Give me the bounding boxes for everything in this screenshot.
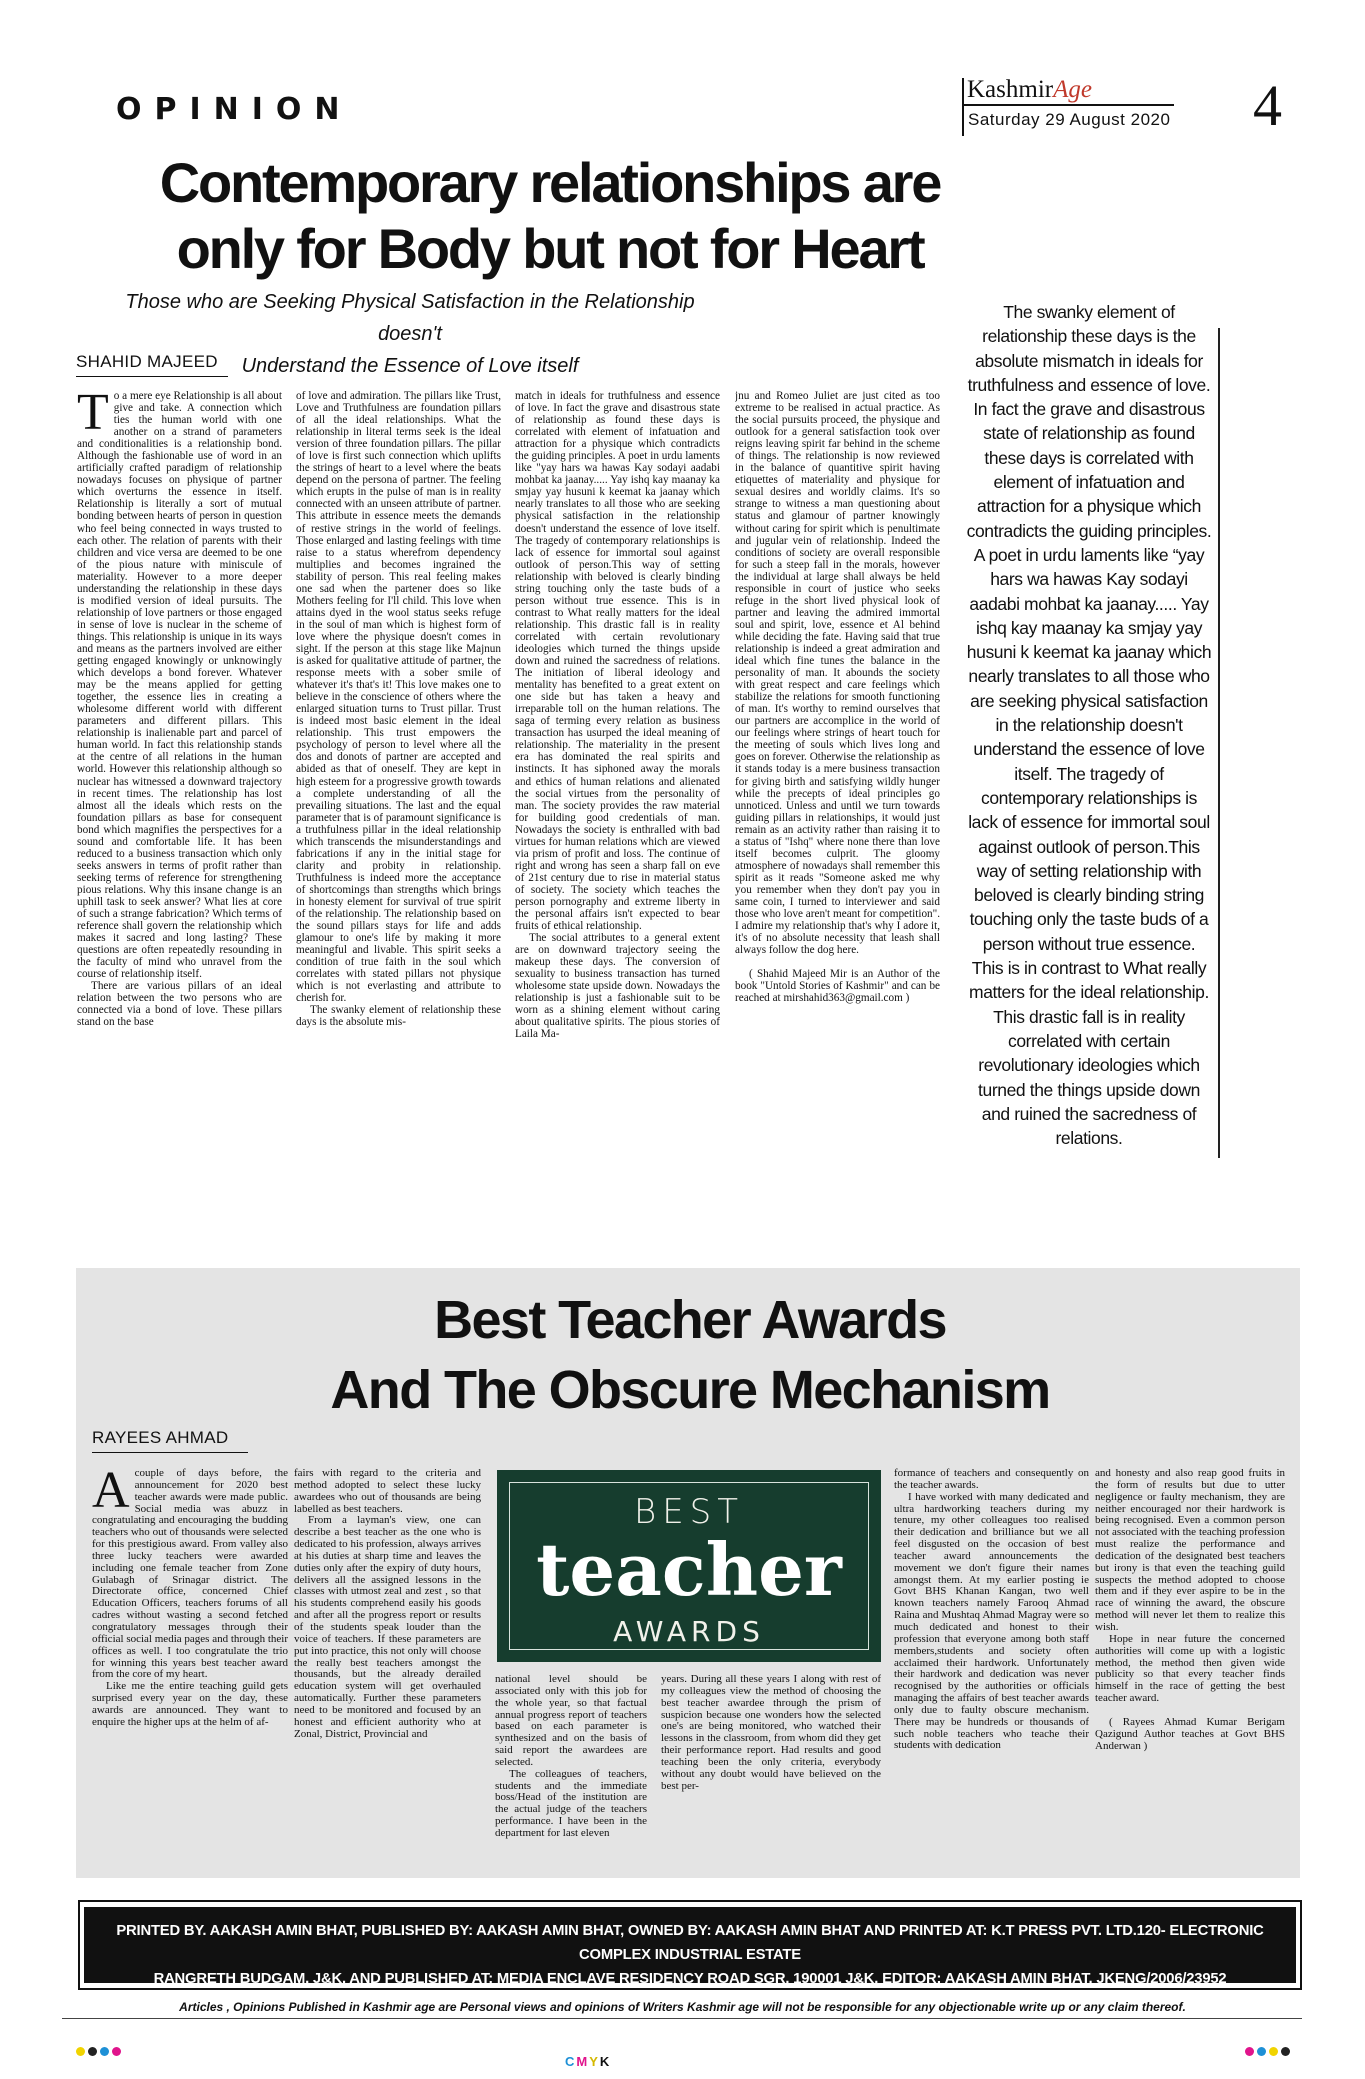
image-text-best: BEST (633, 1492, 745, 1532)
registration-dot-black (88, 2047, 97, 2056)
registration-dot-magenta (112, 2047, 121, 2056)
article1-column-3 (515, 390, 720, 1330)
author-note: ( Rayees Ahmad Kumar Berigam Qazigund Author teaches at Govt BHS Anderwan ) (1095, 1715, 1285, 1752)
paragraph: jnu and Romeo Juliet are just cited as too extreme to be realised in actual practice. As the social pursuits proceed, the physique and outlook for a general satisfaction took over reigns leaving spirit far behind in the scheme of things. The relationship is now reviewed in the balance of quantitive spirit having etiquettes of materiality and physique for sexual desires and worldly claims. It's so strange to witness a man questioning about status and glamour of partner knowingly without caring for spirit which is penultimate and jugular vein of relationship. Indeed the conditions of society are overall responsible for such a steep fall in the morals, however the individual at large shall always be held responsible in court of justice who seeks refuge in the short lived physical look of partner and leaving the admired immortal soul and spirit, love, essence et Al behind while deciding the fate. Having said that true relationship is indeed a great admiration and ideal which fine tunes the balance in the personality of man. It abounds the society with great respect and care feelings which stabilize the relations for smooth functioning of man. It's worthy to remind ourselves that our partners are accomplice in the world of our feelings where strings of heart touch for the meeting of souls which lives long and goes on forever. Otherwise the relationship as it stands today is a mere business transaction for giving birth and satisfying wildly hunger while the precepts of ideal principles go unnoticed. Unless and until we turn towards guiding pillars in relationships, it would just remain as an activity rather than raising it to a status of "Ishq" where none there than love itself becomes culprit. The gloomy atmosphere of nowadays shall remember this spirit as it reads "Someone asked me why you remember when they don't pay you in same coin, I turned to interviewer and said those who love aren't meant for competition". I admire my relationship that's why I adore it, it's of no absolute necessity that leash shall always follow the dog here. (735, 390, 940, 957)
registration-dot-cyan (100, 2047, 109, 2056)
disclaimer-rule (62, 2018, 1302, 2019)
registration-dot-yellow (1269, 2047, 1278, 2056)
article2-column-5 (894, 1468, 1089, 1872)
headline-line: And The Obscure Mechanism (330, 1360, 1050, 1420)
newspaper-logo (967, 76, 1092, 104)
pull-quote-rule (1218, 328, 1220, 1158)
paragraph: Like me the entire teaching guild gets surprised every year on the day, these awards are announced. They want to enquire the higher ups at the helm of af- (92, 1680, 288, 1728)
cmyk-label: CMYK (565, 2054, 612, 2069)
paragraph: years. During all these years I along with rest of my colleagues view the method of choosing the best teacher awardee through the prism of suspicion because one wonders how the selected one's are being monitored, who watched their lessons in the classroom, from whom did they get their performance report. Had results and good teaching been the only criteria, everybody without any doubt would have believed on the best per- (661, 1674, 881, 1792)
logo-kashmir: Kashmir (967, 76, 1054, 103)
paragraph: match in ideals for truthfulness and essence of love. In fact the grave and disastrous state of relationship as found these days is correlated with element of infatuation and attraction for a physique which contradicts the guiding principles. A poet in urdu laments like "yay hars wa hawas Kay sodayi aadabi mohbat ka jaanay..... Yay ishq kay maanay ka smjay yay husuni k keemat ka jaanay which nearly translates to all those who are seeking physical satisfaction in the relationship doesn't understand the essence of love itself. The tragedy of contemporary relationships is lack of essence for immortal soul against outlook of person.This way of setting relationship with beloved is clearly binding string touching only the taste buds of a person without true essence. This is in contrast to What really matters for the ideal relationship. This drastic fall is in reality correlated with certain revolutionary ideologies which turned the things upside down and ruined the sacredness of relations. The initiation of liberal ideology and mentality has benefited to a great extent on one side but has taken a heavy and irreparable toll on the human relations. The saga of terming every relation as business transaction has usurped the ideal meaning of relationship. The materiality in the present era has dominated the real spirits and instincts. It has siphoned away the morals and ethics of human relations and alienated the social virtues from the personality of man. The society provides the raw material for building good credentials of man. Nowadays the society is enthralled with bad virtues for human relations which are viewed via prism of profit and loss. The continue of right and wrong has seen a sharp fall on eve of 21st century due to rise in material status of society. The society which teaches the person pornography and extreme liberty in the personal affairs isn't expected to bear fruits of ethical relationship. (515, 390, 720, 933)
paragraph: fairs with regard to the criteria and method adopted to select these lucky awardees who out of thousands are being labelled as best teachers. (294, 1468, 481, 1515)
article1-headline (60, 150, 1040, 282)
image-text-teacher: teacher (536, 1527, 842, 1612)
masthead-rule (962, 104, 1174, 106)
author-note: ( Shahid Majeed Mir is an Author of the book "Untold Stories of Kashmir" and can be reached at mirshahid363@gmail.com ) (735, 968, 940, 1005)
article1-byline: SHAHID MAJEED (76, 352, 228, 377)
imprint-box (78, 1900, 1302, 1990)
logo-age: Age (1053, 76, 1092, 103)
article2-column-1 (92, 1468, 288, 1872)
paragraph: and honesty and also reap good fruits in the form of results but due to utter negligence or faulty mechanism, they are neither encouraged nor their hardwork is being recognised. Even a common person not associated with the teaching profession must realize the performance and dedication of the designated best teachers but irony is that even the teaching guild suspects the method adopted to choose them and if they ever aspire to be in the race of winning the award, the obscure method will never let them to realize this wish. (1095, 1468, 1285, 1633)
registration-dot-cyan (1257, 2047, 1266, 2056)
imprint-line: RANGRETH BUDGAM, J&K. AND PUBLISHED AT: MEDIA ENCLAVE RESIDENCY ROAD SGR. 190001 J&K. EDITOR: AAKASH AMIN BHAT, JKENG/2006/23952 (153, 1971, 1227, 1987)
masthead-divider (962, 78, 964, 136)
headline-line: only for Body but not for Heart (176, 217, 924, 280)
article2-column-4 (661, 1674, 881, 1872)
paragraph: There are various pillars of an ideal relation between the two persons who are connected via a bond of love. These pillars stand on the base (77, 980, 282, 1029)
subhead-line: Understand the Essence of Love itself (241, 355, 579, 377)
cmyk-mark (565, 2054, 611, 2069)
paragraph: The swanky element of relationship these days is the absolute mis- (296, 1004, 501, 1029)
article2-byline: RAYEES AHMAD (92, 1428, 248, 1453)
drop-cap: T (77, 390, 109, 441)
headline-line: Best Teacher Awards (434, 1290, 946, 1350)
paragraph: The colleagues of teachers, students and the immediate boss/Head of the institution are the actual judge of the teachers performance. I have been in the department for last eleven (495, 1767, 647, 1839)
paragraph: From a layman's view, one can describe a best teacher as the one who is dedicated to his profession, always arrives at his duties at sharp time and leaves the duties only after the expiry of duty hours, delivers all the assigned lessons in the classes with utmost zeal and zest , so that his students comprehend easily his goods and after all the progress report or results of the students speak louder than the voice of teachers. If these parameters are put into practice, this not only will choose the really best teachers amongst the thousands, but the already derailed education system will get overhauled automatically. Further these parameters need to be monitored and focused by an honest and efficient authority who at Zonal, District, Provincial and (294, 1514, 481, 1740)
article1-column-4 (735, 390, 940, 1330)
best-teacher-awards-image (497, 1470, 881, 1662)
paragraph: o a mere eye Relationship is all about give and take. A connection which ties the human world with one another on a strand of parameters and conditionalities is a relationship bond. Although the fashionable use of word in an artificially crafted paradigm of relationship nowadays focuses on physique of partner which overturns the essence in itself. Relationship is literally a sort of mutual bonding between hearts of person in question who feel being connected in ways trusted to each other. The relation of parents with their children and vice versa are deemed to be one of the pious nature with miniscule of materiality. However to a more deeper understanding the relationship in these days is modified version of ideal pursuits. The relationship of love partners or those engaged in sense of love is nuclear in the scheme of things. This relationship is unique in its ways and means as the partners involved are either getting engaged knowingly or unknowingly which develops a bond forever. Whatever may be the means applied for getting together, the essence lies in creating a wholesome different world with different parameters and different pillars. This relationship is inalienable part and parcel of human world. In fact this relationship stands at the centre of all relations in the human world. However this relationship although so nuclear has witnessed a downward trajectory in recent times. The relationship has lost almost all the ideals which rests on the foundation pillars as base for consequent bond which magnifies the perspectives for a sound and comfortable life. It has been reduced to a business transaction which only seeks answers in terms of profit rather than seeking terms of reference for strengthening pious relations. Why this insane change is an uphill task to seek answer? What lies at core of such a strange fabrication? Which terms of reference shall govern the relationship which makes it sacred and long lasting? These questions are often repeatedly resounding in the faculty of mind who unravel from the course of relationship itself. (77, 390, 282, 981)
paragraph: The social attributes to a general extent are on downward trajectory seeing the makeup these days. The conversion of sexuality to business transaction has turned wholesome state upside down. Nowadays the relationship is just a fashionable suit to be worn as a shining element without caring about qualitative spirits. The pious stories of Laila Ma- (515, 932, 720, 1041)
article1-column-2 (296, 390, 501, 1330)
paragraph: national level should be associated only with this job for the whole year, so that factual annual progress report of teachers based on each parameter is synthesized and on the basis of said report the awardees are selected. (495, 1674, 647, 1768)
paragraph: Hope in near future the concerned authorities will come up with a logistic method, the method then given wide publicity so that every teacher finds himself in the race of getting the best teacher award. (1095, 1632, 1285, 1705)
imprint-line: PRINTED BY. AAKASH AMIN BHAT, PUBLISHED BY: AAKASH AMIN BHAT, OWNED BY: AAKASH AMIN BHAT AND PRINTED AT: K.T PRESS PVT. LTD.120- ELECTRONIC COMPLEX INDUSTRIAL ESTATE (116, 1923, 1264, 1963)
article2-headline (140, 1285, 1240, 1425)
article2-column-2 (294, 1468, 481, 1872)
paragraph: of love and admiration. The pillars like Trust, Love and Truthfulness are foundation pillars of all the ideal relationships. What the relationship in literal terms seek is the ideal version of three foundation pillars. The pillar of love is first such connection which uplifts the strings of heart to a level where the beats depend on the persona of partner. The feeling which erupts in the pulse of man is in reality connected with an unseen attribute of partner. This attribute in essence meets the demands of restive strings in the world of feelings. Those enlarged and lasting feelings with time raise to a status wherefrom dependency multiplies and becomes ingrained the stability of person. This real feeling makes one sad when the partener does so like Mothers feeling for I'll child. This love when attains dyed in the wool status seeks refuge in the soul of man which is highest form of love where the physique doesn't comes in sight. If the person at this stage like Majnun is asked for qualitative attitude of partner, the response meets with a sober smile of whatever it's that's it! This love makes one to believe in the conscience of others where the enlarged situation turns to Trust pillar. Trust is indeed most basic element in the ideal relationship. This trust empowers the psychology of person to level where all the dos and donots of partner are accepted and abided as that of oneself. They are kept in high esteem for a progressive growth towards a complete understanding of all the prevailing situations. The last and the equal parameter that is of paramount significance is a truthfulness pillar in the ideal relationship which transcends the misunderstandings and fabrications if any in the initial stage for clarity and probity in relationship. Truthfulness is indeed more the acceptance of shortcomings than strengths which brings in honesty element for survival of true spirit of the relationship. The relationship based on the sound pillars stays for life and adds glamour to one's life by making it more meaningful and livable. This spirit seeks a condition of true faith in the soul which correlates with stated pillars not physique which is not everlasting and attribute to cherish for. (296, 390, 501, 1005)
article2-column-6 (1095, 1468, 1285, 1872)
registration-dot-magenta (1245, 2047, 1254, 2056)
paragraph: I have worked with many dedicated and ultra hardworking teachers during my tenure, my other colleagues too realised their dedication and brilliance but we all feel disgusted on the occasion of best teacher award announcements the movement we don't figure their names amongst them. At my earlier posting ie Govt BHS Khanan Kangan, two well known teachers namely Farooq Ahmad Raina and Mushtaq Ahmad Magray were so much dedicated and honest to their profession that everyone among both staff members,students and society often acclaimed their hardwork. Unfortunately their hardwork and dedication was never recognised by the authorities or officials managing the affairs of best teacher awards only due to faulty obscure mechanism. There may be hundreds or thousands of such noble teachers who teache their students with dedication (894, 1490, 1089, 1752)
section-title: OPINION (116, 92, 353, 127)
paragraph: formance of teachers and consequently on the teacher awards. (894, 1468, 1089, 1491)
headline-line: Contemporary relationships are (159, 151, 941, 214)
page-number: 4 (1253, 73, 1282, 138)
drop-cap: A (92, 1468, 130, 1519)
pull-quote: The swanky element of relationship these days is the absolute mismatch in ideals for truthfulness and essence of love. In fact the grave and disastrous state of relationship as found these days is correlated with element of infatuation and attraction for a physique which contradicts the guiding principles. A poet in urdu laments like “yay hars wa hawas Kay sodayi aadabi mohbat ka jaanay..... Yay ishq kay maanay ka smjay yay husuni k keemat ka jaanay which nearly translates to all those who are seeking physical satisfaction in the relationship doesn't understand the essence of love itself. The tragedy of contemporary relationships is lack of essence for immortal soul against outlook of person.This way of setting relationship with beloved is clearly binding string touching only the taste buds of a person without true essence. This is in contrast to What really matters for the ideal relationship. This drastic fall is in reality correlated with certain revolutionary ideologies which turned the things upside down and ruined the sacredness of relations. (966, 302, 1212, 1149)
registration-dot-black (1281, 2047, 1290, 2056)
article2-column-3 (495, 1674, 647, 1872)
article1-column-1 (77, 390, 282, 1330)
subhead-line: Those who are Seeking Physical Satisfaction in the Relationship doesn't (125, 291, 695, 345)
disclaimer: Articles , Opinions Published in Kashmir age are Personal views and opinions of Writers Kashmir age will not be responsible for any objectionable write up or any claim thereof. (179, 2000, 1186, 2014)
image-text-awards: AWARDS (613, 1615, 765, 1648)
paragraph: couple of days before, the announcement for 2020 best teacher awards were made public. Social media was abuzz in congratulating and encouraging the budding teachers who out of thousands were selected for this prestigious award. From valley also three lucky teachers were awarded including one female teacher from Zone Gulabagh of Srinagar district. The Directorate office, concerned Chief Education Officers, teachers forums of all cadres without wasting a second fetched congratulatory messages through their official social media pages and through their offices as well. I too congratulate the trio for winning this years best teacher award from the core of my heart. (92, 1468, 288, 1681)
issue-date: Saturday 29 August 2020 (968, 110, 1171, 129)
imprint-text (84, 1907, 1296, 1987)
registration-dot-yellow (76, 2047, 85, 2056)
